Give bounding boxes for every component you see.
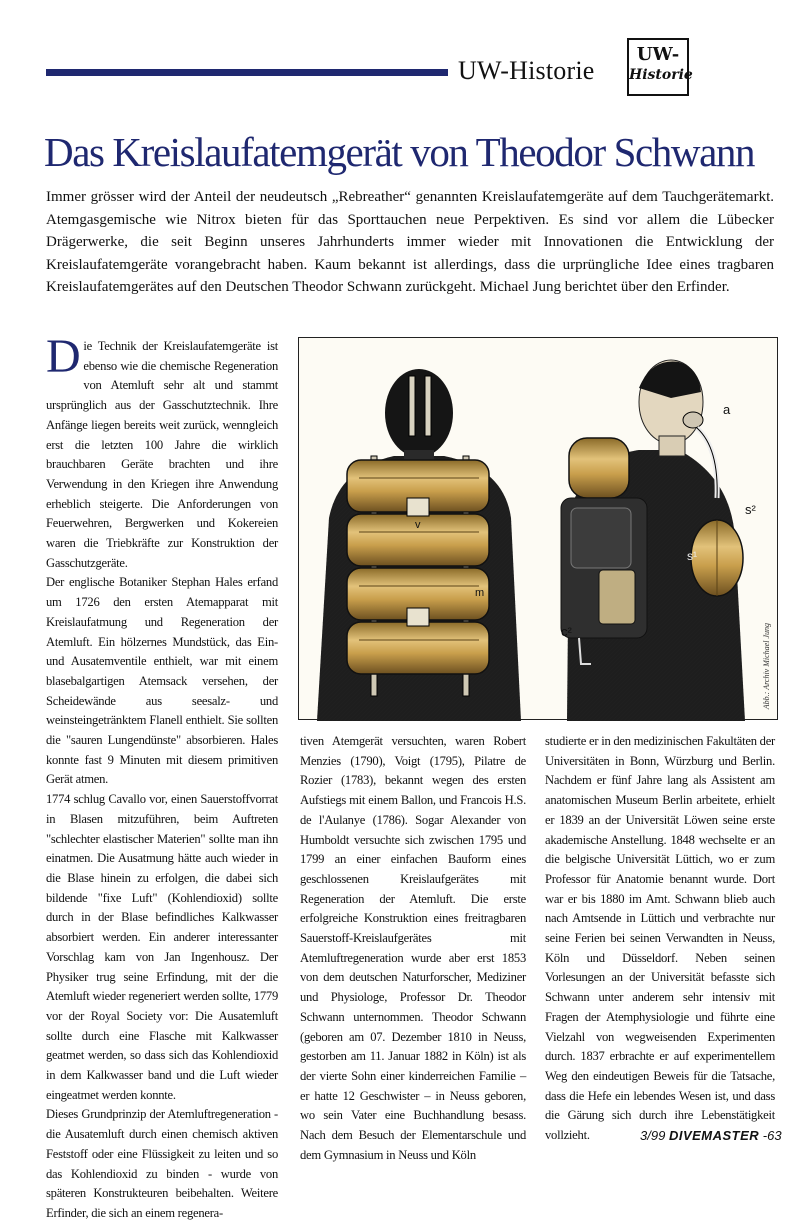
figure-credit: Abb.: Archiv Michael Jung <box>762 622 771 709</box>
figure-label-m: m <box>475 587 485 599</box>
section-label: UW-Historie <box>458 56 595 85</box>
section-logo <box>627 38 693 96</box>
header-rule <box>46 69 448 76</box>
figure-label-s2: s² <box>745 502 756 517</box>
figure-label-a: a <box>723 402 731 417</box>
paragraph: studierte er in den medizinischen Fakultäten der Universitäten in Bonn, Würzburg und Berlin. Nachdem er fünf Jahre lang als Assistent am anatomischen Museum Berlin arbeitete, erhielt er 1839 an der Universität Löwen seine erste akademische Anstellung. 1848 wechselte er an die belgische Universität Lüttich, wo er zum Professor für Anatomie benannt wurde. Dort war er bis 1880 im Amt. Schwann blieb auch nach Amtsende in Lüttich und verbrachte nur seine Ferien bei seinen Verwandten in Neuss, Köln und Düsseldorf. Neben seinen Vorlesungen an der Universität befasste sich Schwann unter anderem sehr intensiv mit Fragen der Atemphysiologie und führte eine Vielzahl von wegweisenden Experimenten durch. 1837 erbrachte er auf experimentellem Weg den eindeutigen Beweis für die Tatsache, dass die Hefe ein lebendes Wesen ist, und dass die Gärung sich durch ihre Lebenstätigkeit vollzieht. <box>545 734 775 1143</box>
text-column-3 <box>545 732 775 1146</box>
magazine-brand: DIVEMASTER <box>668 1128 760 1143</box>
figure-label-c2: c² <box>561 624 572 639</box>
rebreather-illustration <box>299 338 779 721</box>
page-footer <box>640 1128 782 1143</box>
figure-label-v: v <box>415 519 421 531</box>
page-number: -63 <box>762 1128 782 1143</box>
section-logo-line1: UW- <box>636 44 680 65</box>
figure-label-s1: s¹ <box>687 549 697 563</box>
article-title: Das Kreislaufatemgerät von Theodor Schwann <box>44 129 755 175</box>
left-figure <box>317 369 521 721</box>
right-figure <box>561 360 745 721</box>
article-lead: Immer grösser wird der Anteil der neudeutsch „Rebreather“ genannten Kreislaufatemgeräte auf dem Tauchgerätemarkt. Atemgasgemische wie Nitrox bieten für das Sporttauchen neue Perpektiven. Es sind vor allem die Lübecker Drägerwerke, die seit Beginn unseres Jahrhunderts immer wieder mit Innovationen die Entwicklung der Kreislaufatemgeräte vorangebracht haben. Kaum bekannt ist allerdings, dass die urprüngliche Idee eines tragbaren Kreislaufatemgerätes auf den Deutschen Theodor Schwann zurückgeht. Michael Jung berichtet über den Erfinder. <box>46 189 774 295</box>
paragraph: 1774 schlug Cavallo vor, einen Sauerstoffvorrat in Blasen mitzuführen, beim Auftreten "schlechter elastischer Materien" sollte man ihn einatmen. Die Ausatmung hätte auch wieder in die Blase hinein zu erfolgen, die dabei sich bildende "fixe Luft" (Kohlendioxid) sollte durch in der Blase befindliches Kalkwasser absorbiert werden. Ein anderer interessanter Vorschlag kam von Jan Ingenhousz. Der Physiker trug seine Erfindung, mit der die Atemluft wieder regeneriert werden sollte, 1779 vor der Royal Society vor: Die Ausatemluft sollte durch eine Flasche mit Kalkwasser geatmet werden, so dass sich das Kohlendioxid in dem Kalkwasser band und die Luft wieder eingeatmet werden konnte. <box>46 792 278 1102</box>
paragraph: Die Technik der Kreislaufatemgeräte ist ebenso wie die chemische Regeneration von Atemluft sehr alt und stammt ursprünglich aus der Gasschutztechnik. Ihre Anfänge liegen bereits weit zurück, wenngleich erst die letzten 100 Jahre die wirklich brauchbaren Geräte brachten und ihre Verwendung in den Kriegen ihre Anwendung erheblich steigerte. Die Anforderungen von Feuerwehren, Bergwerken und Kokereien waren die Triebkräfte zur Konstruktion der Gasschutzgeräte. <box>46 330 278 570</box>
text-column-2 <box>300 732 526 1165</box>
section-logo-line2: Historie <box>629 67 693 83</box>
paragraph: Dieses Grundprinzip der Atemluftregeneration - die Ausatemluft durch einen chemisch aktiven Feststoff oder eine Flüssigkeit zu leiten und so das Kohlendioxid zu binden - wurde von späteren Konstrukteuren beibehalten. Weitere Erfinder, die sich an einem regenera- <box>46 1107 278 1220</box>
paragraph: Der englische Botaniker Stephan Hales erfand um 1726 den ersten Atemapparat mit Kreislaufatmung und Regeneration der Atemluft. Ein hölzernes Mundstück, das Ein- und Ausatemventile enthielt, war mit einem blasebalgartigen Atemsack versehen, der Scheidewände aus seesalz- und weinsteingetränktem Flanell enthielt. Sie sollten die "sauren Lungendünste" absorbieren. Hales konnte fast 9 Minuten mit diesem primitiven Gerät atmen. <box>46 575 278 787</box>
issue-number: 3/99 <box>640 1128 666 1143</box>
illustration-figure <box>298 337 778 720</box>
text-column-1 <box>46 330 278 1224</box>
paragraph: tiven Atemgerät versuchten, waren Robert Menzies (1790), Voigt (1795), Pilatre de Rozier (1783), bekannt wegen des ersten Aufstiegs mit einem Ballon, und Francois H.S. de l'Aulanye (1786). Sogar Alexander von Humboldt versuchte sich zwischen 1795 und 1799 an einer einfachen Bauform eines geschlossenen Kreislaufgerätes mit Regeneration der Atemluft. Die erste erfolgreiche Konstruktion eines freitragbaren Sauerstoff-Kreislaufgerätes mit Atemluftregeneration wurde aber erst 1853 von dem deutschen Naturforscher, Mediziner und Physiologe, Professor Dr. Theodor Schwann unternommen. Theodor Schwann (geboren am 07. Dezember 1810 in Neuss, gestorben am 11. Januar 1882 in Köln) ist als der vierte Sohn einer kinderreichen Familie – er hatte 12 Geschwister – in Neuss geboren, wo sein Vater eine Buchhandlung besass. Nach dem Besuch der Elementarschule und dem Gymnasium in Neuss und Köln <box>300 734 526 1162</box>
